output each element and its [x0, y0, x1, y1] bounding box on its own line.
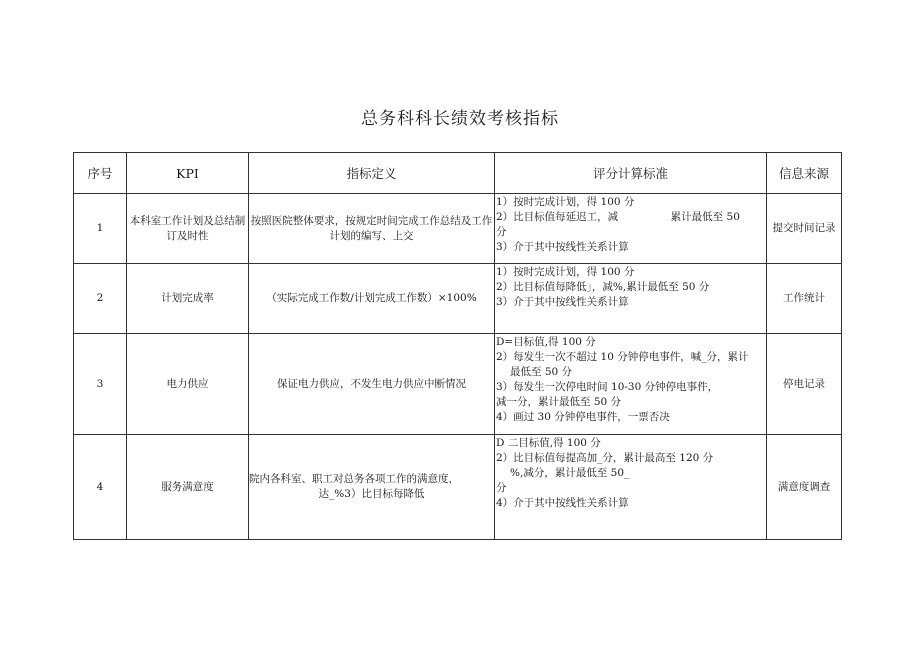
row-index: 4	[74, 435, 127, 540]
row-source: 停电记录	[767, 334, 842, 435]
header-kpi: KPI	[127, 153, 249, 194]
criteria-line: 4）画过 30 分钟停电事件，一票否决	[496, 411, 670, 423]
table-row	[74, 264, 842, 334]
criteria-line: D=目标值,得 100 分	[496, 336, 596, 348]
criteria-line: 最低至 50 分	[510, 366, 573, 378]
criteria-line: 3）介于其中按线性关系计算	[496, 241, 629, 253]
criteria-line: 4）介于其中按线性关系计算	[496, 497, 629, 509]
row-kpi: 电力供应	[127, 334, 249, 435]
row-kpi: 本科室工作计划及总结制订及时性	[127, 194, 249, 264]
criteria-line: 2）比目标值每延迟工，减 累计最低至 50	[496, 211, 740, 223]
criteria-line: %,减分，累计最低至 50_	[510, 467, 630, 479]
row-index: 3	[74, 334, 127, 435]
table-row	[74, 194, 842, 264]
row-criteria	[495, 194, 767, 264]
criteria-line: 2）比目标值每降低」，减%,累计最低至 50 分	[496, 281, 710, 293]
table-header-row	[74, 153, 842, 194]
row-definition: （实际完成工作数/计划完成工作数）×100%	[249, 264, 495, 334]
kpi-table	[73, 152, 842, 540]
criteria-line: 2）比目标值每提高加_分，累计最高至 120 分	[496, 452, 714, 464]
criteria-line: 2）每发生一次不超过 10 分钟停电事件，喊_分，累计	[496, 351, 749, 363]
table-row	[74, 334, 842, 435]
table-row	[74, 435, 842, 540]
row-index: 1	[74, 194, 127, 264]
criteria-line: 分	[496, 226, 507, 238]
definition-line: 达_%3）比目标每降低	[318, 488, 425, 500]
row-source: 满意度调查	[767, 435, 842, 540]
header-index: 序号	[74, 153, 127, 194]
criteria-line: 1）按时完成计划，得 100 分	[496, 196, 635, 208]
row-definition	[249, 435, 495, 540]
row-criteria	[495, 264, 767, 334]
row-source: 提交时间记录	[767, 194, 842, 264]
criteria-line: 分	[496, 482, 507, 494]
criteria-line: D 二目标值,得 100 分	[496, 437, 601, 449]
row-kpi: 计划完成率	[127, 264, 249, 334]
criteria-line: 3）每发生一次停电时间 10-30 分钟停电事件，	[496, 381, 719, 393]
row-index: 2	[74, 264, 127, 334]
document-title: 总务科科长绩效考核指标	[361, 109, 559, 129]
header-source: 信息来源	[767, 153, 842, 194]
header-criteria: 评分计算标准	[495, 153, 767, 194]
row-kpi: 服务满意度	[127, 435, 249, 540]
row-source: 工作统计	[767, 264, 842, 334]
criteria-line: 3）介于其中按线性关系计算	[496, 296, 629, 308]
criteria-line: 1）按时完成计划，得 100 分	[496, 266, 635, 278]
row-definition: 按照医院整体要求，按规定时间完成工作总结及工作计划的编写、上交	[249, 194, 495, 264]
criteria-line: 减一分，累计最低至 50 分	[496, 396, 622, 408]
row-criteria	[495, 435, 767, 540]
header-definition: 指标定义	[249, 153, 495, 194]
row-criteria	[495, 334, 767, 435]
row-definition: 保证电力供应，不发生电力供应中断情况	[249, 334, 495, 435]
definition-line: 院内各科室、职工对总务各项工作的满意度，	[249, 473, 459, 485]
